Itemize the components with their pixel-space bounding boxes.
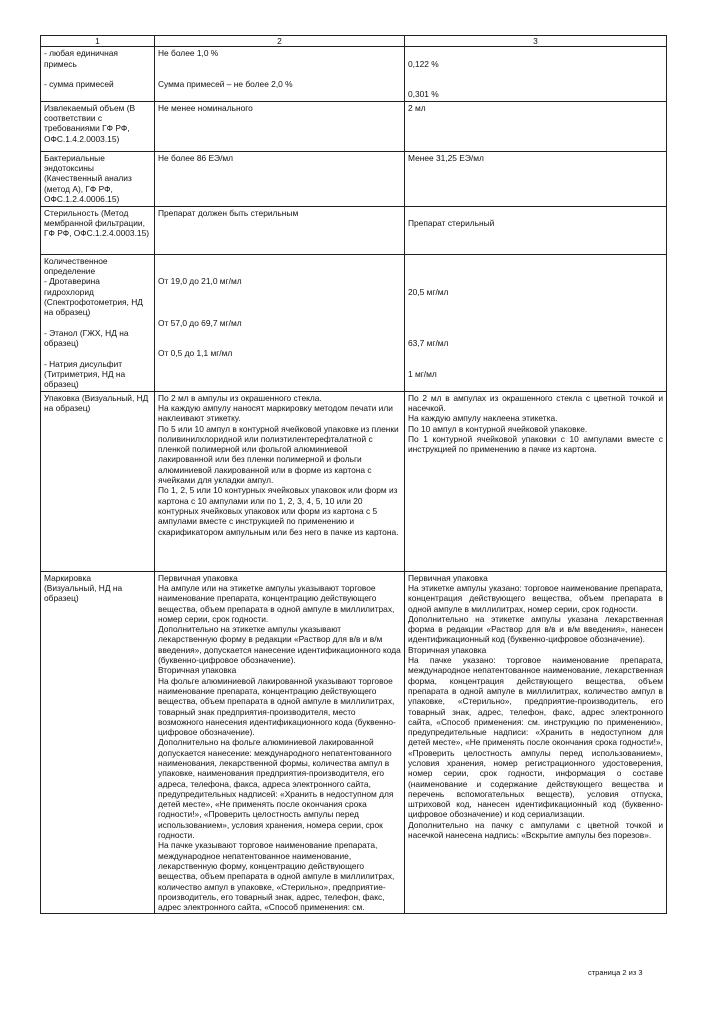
column-header: 1: [41, 36, 155, 47]
norm-cell: Не более 86 ЕЭ/мл: [155, 151, 405, 206]
result-cell: 0,122 % 0,301 %: [405, 47, 667, 101]
norm-cell: Не менее номинального: [155, 101, 405, 151]
norm-cell: От 19,0 до 21,0 мг/мл От 57,0 до 69,7 мг/мл От 0,5 до 1,1 мг/мл: [155, 254, 405, 391]
indicator-cell: Извлекаемый объем (В соответствии с требованиями ГФ РФ, ОФС.1.4.2.0003.15): [41, 101, 155, 151]
table-row-assay: [41, 254, 667, 391]
indicator-cell: Упаковка (Визуальный, НД на образец): [41, 391, 155, 571]
table-row-endotoxins: [41, 151, 667, 206]
table-row-sterility: [41, 206, 667, 254]
column-header: 3: [405, 36, 667, 47]
indicator-cell: Стерильность (Метод мембранной фильтрации, ГФ РФ, ОФС.1.2.4.0003.15): [41, 206, 155, 254]
table-row-impurities: [41, 47, 667, 101]
indicator-cell: Маркировка (Визуальный, НД на образец): [41, 571, 155, 914]
result-cell: 20,5 мг/мл 63,7 мг/мл 1 мг/мл: [405, 254, 667, 391]
indicator-cell: Бактериальные эндотоксины (Качественный анализ (метод А), ГФ РФ, ОФС.1.2.4.0006.15): [41, 151, 155, 206]
result-cell: 2 мл: [405, 101, 667, 151]
result-cell: По 2 мл в ампулах из окрашенного стекла с цветной точкой и насечкой. На каждую ампулу наклеена этикетка. По 10 ампул в контурной ячейковой упаковке. По 1 контурной ячейковой упаковки с 10 ампулами вместе с инструкцией по применению в пачке из картона.: [405, 391, 667, 571]
norm-cell: По 2 мл в ампулы из окрашенного стекла. На каждую ампулу наносят маркировку методом печати или наклеивают этикетку. По 5 или 10 ампул в контурной ячейковой упаковке из пленки поливинилхлоридной или полиэтилентерефталатной с пленкой полимерной или фольгой алюминиевой лакированной или без пленки полимерной и фольги алюминиевой лакированной или в форме из картона с ячейками для укладки ампул. По 1, 2, 5 или 10 контурных ячейковых упаковок или форм из картона с 10 ампулами или по 1, 2, 3, 4, 5, 10 или 20 контурных ячейковых упаковок или форм из картона с 5 ампулами вместе с инструкцией по применению и скарификатором ампульным или без него в пачке из картона.: [155, 391, 405, 571]
result-cell: Первичная упаковка На этикетке ампулы указано: торговое наименование препарата, концентрация действующего вещества, объем препарата в одной ампуле в миллилитрах, номер серии, срок годности. Дополнительно на этикетке ампулы указана лекарственная форма в редакции «Раствор для в/в и в/м введения», нанесен идентификационный код (буквенно-цифровое обозначение). Вторичная упаковка На пачке указано: торговое наименование препарата, международное непатентованное наименование, лекарственная форма, концентрация действующего вещества, объем препарата в одной ампуле в миллилитрах, количество ампул в упаковке, «Стерильно», предприятие-производитель, его товарный знак, адрес, телефон, факс, адрес электронного сайта, «Способ применения: см. инструкцию по применению», предупредительные надписи: «Хранить в недоступном для детей месте», «Не применять после окончания срока годности!», «Проверить целостность ампулы перед использованием», условия хранения, номер регистрационного удостоверения, номер серии, срок годности, информация о составе (наименование и содержание действующего вещества и перечень вспомогательных веществ), условия отпуска, штриховой код, нанесен идентификационный код (буквенно-цифровое обозначение) и код сериализации. Дополнительно на пачку с ампулами с цветной точкой и насечкой нанесена надпись: «Вскрытие ампулы без порезов».: [405, 571, 667, 914]
page-number: страница 2 из 3: [588, 968, 643, 977]
indicator-cell: - любая единичная примесь - сумма примесей: [41, 47, 155, 101]
norm-cell: Не более 1,0 % Сумма примесей – не более 2,0 %: [155, 47, 405, 101]
header-row: [41, 36, 667, 47]
result-cell: Менее 31,25 ЕЭ/мл: [405, 151, 667, 206]
column-header: 2: [155, 36, 405, 47]
indicator-cell: Количественное определение - Дротаверина гидрохлорид (Спектрофотометрия, НД на образец) - Этанол (ГЖХ, НД на образец) - Натрия дисульфит (Титриметрия, НД на образец): [41, 254, 155, 391]
table-row-packaging: [41, 391, 667, 571]
spec-table: [40, 35, 667, 914]
norm-cell: Первичная упаковка На ампуле или на этикетке ампулы указывают торговое наименование препарата, концентрацию действующего вещества, объем препарата в одной ампуле в миллилитрах, номер серии, срок годности. Дополнительно на этикетке ампулы указывают лекарственную форму в редакции «Раствор для в/в и в/м введения», допускается нанесение идентификационного кода (буквенно-цифровое обозначение). Вторичная упаковка На фольге алюминиевой лакированной указывают торговое наименование препарата, концентрацию действующего вещества, объем препарата в одной ампуле в миллилитрах, товарный знак предприятия-производителя, место возможного нанесения идентификационного кода (буквенно-цифровое обозначение). Дополнительно на фольге алюминиевой лакированной допускается нанесение: международного непатентованного наименования, лекарственной формы, количества ампул в упаковке, наименования предприятия-производителя, его адреса, телефона, факса, адреса электронного сайта, предупредительных надписей: «Хранить в недоступном для детей месте», «Не применять после окончания срока годности!», «Проверить целостность ампулы перед использованием», условия хранения, номера серии, срок годности. На пачке указывают торговое наименование препарата, международное непатентованное наименование, лекарственную форму, концентрацию действующего вещества, объем препарата в одной ампуле в миллилитрах, количество ампул в упаковке, «Стерильно», предприятие-производитель, его товарный знак, адрес, телефон, факс, адрес электронного сайта, «Способ применения: см.: [155, 571, 405, 914]
table-row-marking: [41, 571, 667, 914]
norm-cell: Препарат должен быть стерильным: [155, 206, 405, 254]
table-row-volume: [41, 101, 667, 151]
result-cell: Препарат стерильный: [405, 206, 667, 254]
